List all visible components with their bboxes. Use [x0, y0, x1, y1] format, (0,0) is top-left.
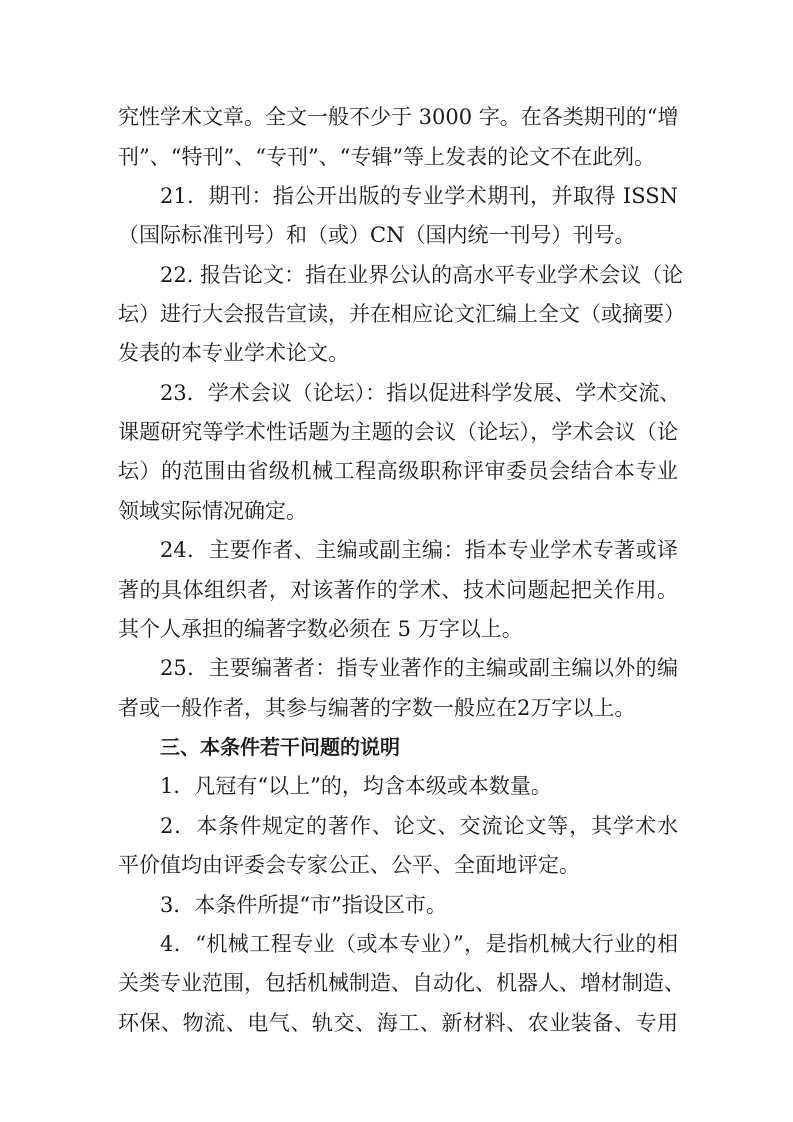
- body-text-line: 领域实际情况确定。: [118, 499, 307, 523]
- item-3-line: 3．本条件所提“市”指设区市。: [160, 893, 447, 917]
- definition-25-line: 25．主要编著者：指专业著作的主编或副主编以外的编: [160, 656, 678, 680]
- body-text-line: 著的具体组织者，对该著作的学术、技术问题起把关作用。: [118, 578, 678, 602]
- definition-22-line: 22. 报告论文：指在业界公认的高水平专业学术会议（论: [160, 263, 684, 287]
- body-text-line: 究性学术文章。全文一般不少于 3000 字。在各类期刊的“增: [118, 105, 679, 129]
- body-text-line: 坛）的范围由省级机械工程高级职称评审委员会结合本专业: [118, 459, 678, 483]
- body-text-line: 关类专业范围，包括机械制造、自动化、机器人、增材制造、: [118, 971, 685, 995]
- body-text-line: 发表的本专业学术论文。: [118, 341, 349, 365]
- definition-24-line: 24．主要作者、主编或副主编：指本专业学术专著或译: [160, 538, 678, 562]
- section-heading: 三、本条件若干问题的说明: [160, 735, 400, 759]
- body-text-line: 课题研究等学术性话题为主题的会议（论坛），学术会议（论: [118, 420, 678, 444]
- body-text-line: 者或一般作者，其参与编著的字数一般应在2万字以上。: [118, 696, 636, 720]
- body-text-line: 平价值均由评委会专家公正、公平、全面地评定。: [118, 853, 580, 877]
- body-text-line: 坛）进行大会报告宣读，并在相应论文汇编上全文（或摘要）: [118, 302, 685, 326]
- item-1-line: 1．凡冠有“以上”的，均含本级或本数量。: [160, 774, 552, 798]
- definition-23-line: 23．学术会议（论坛）：指以促进科学发展、学术交流、: [160, 381, 681, 405]
- item-4-line: 4．“机械工程专业（或本专业）”，是指机械大行业的相: [160, 932, 678, 956]
- definition-21-line: 21．期刊：指公开出版的专业学术期刊，并取得 ISSN: [160, 184, 678, 208]
- body-text-line: 环保、物流、电气、轨交、海工、新材料、农业装备、专用: [118, 1011, 678, 1035]
- item-2-line: 2．本条件规定的著作、论文、交流论文等，其学术水: [160, 814, 678, 838]
- body-text-line: 刊”、“特刊”、“专刊”、“专辑”等上发表的论文不在此列。: [118, 145, 656, 169]
- body-text-line: （国际标准刊号）和（或）CN（国内统一刊号）刊号。: [118, 223, 636, 247]
- body-text-line: 其个人承担的编著字数必须在 5 万字以上。: [118, 617, 523, 641]
